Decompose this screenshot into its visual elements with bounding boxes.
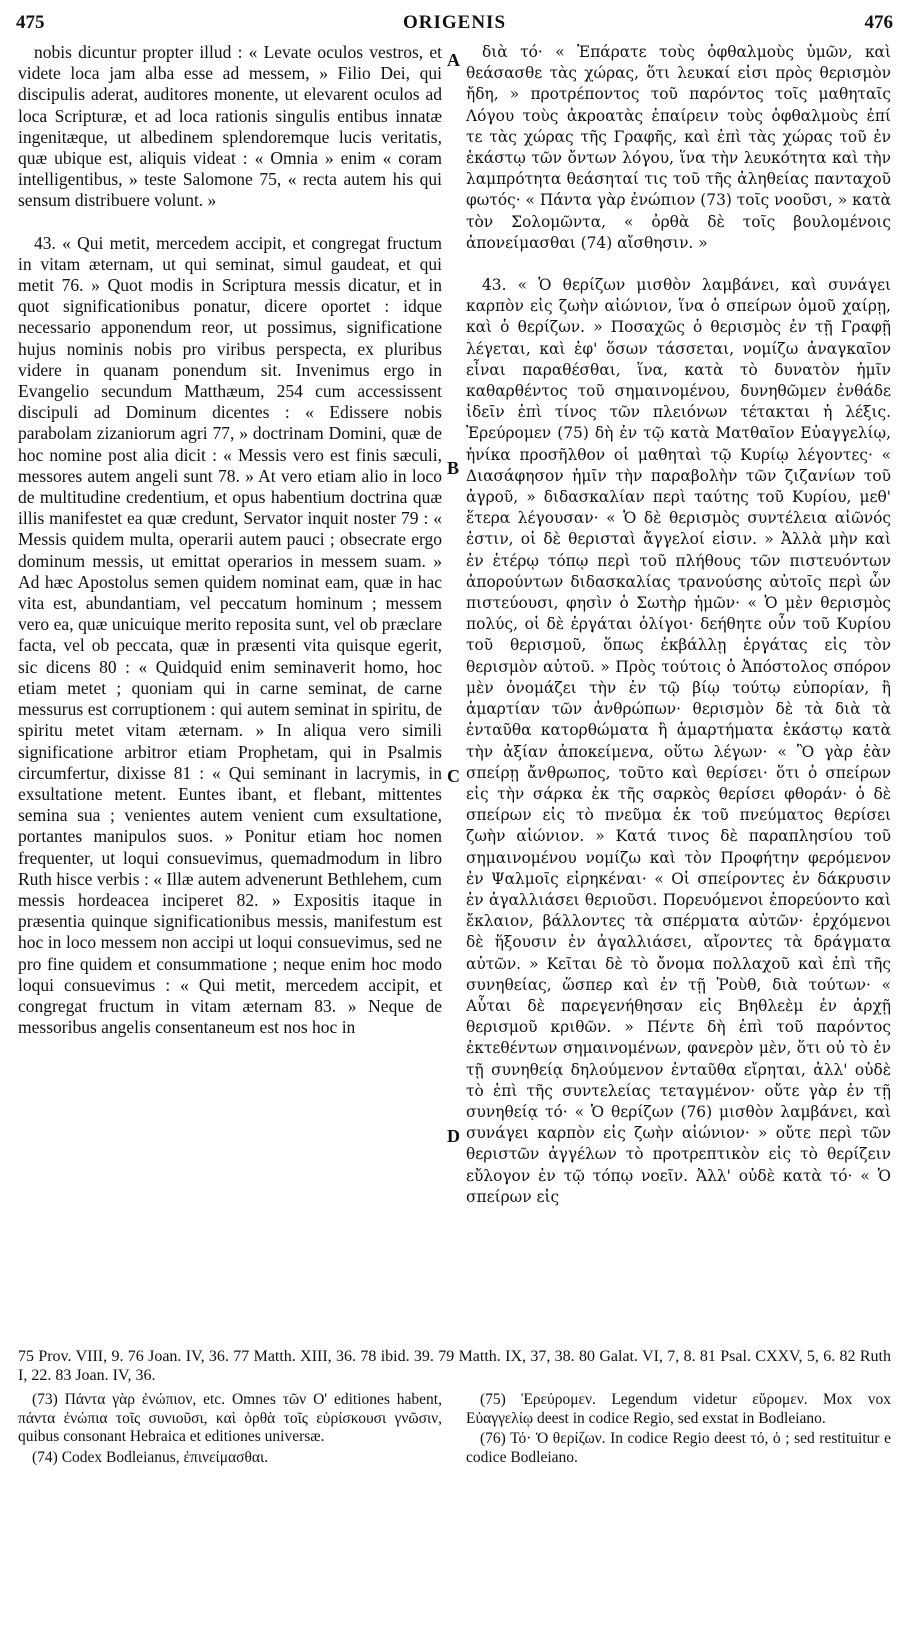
greek-paragraph-1: διὰ τό· « Ἐπάρατε τοὺς ὀφθαλμοὺς ὑμῶν, καὶ θεάσασθε τὰς χώρας, ὅτι λευκαί εἰσι πρὸς θερισμὸν ἤδη, » προτρέποντος τοῦ παρόντος τοῖς μαθηταῖς Λόγου τοὺς ἀκροατὰς ἐπαίρειν τοὺς ὀφθαλμοὺς ἐπί τε τὰς χώρας τῆς Γραφῆς, καὶ ἐπὶ τὰς χώρας τοῦ ἐν ἑκάστῳ τῶν ὄντων λόγου, ἵνα τὴν λευκότητα καὶ τὴν λαμπρότητα θεάσηταί τις τοῦ τῆς ἀληθείας πανταχοῦ φωτός· « Πάντα γὰρ ἐνώπιον (73) τοῖς νοοῦσι, » κατὰ τὸν Σολομῶντα, « ὀρθὰ δὲ τοῖς βουλομένοις ἀπονείμασθαι (74) αἴσθησιν. » [466, 43, 891, 252]
margin-mark-d: D [447, 1126, 460, 1146]
page-number-left: 475 [16, 12, 45, 33]
note-76: (76) Τό· Ὁ θερίζων. In codice Regio deest τό, ὁ ; sed restituitur e codice Bodleiano. [466, 1430, 891, 1466]
page-number-right: 476 [864, 12, 893, 33]
latin-paragraph-1: nobis dicuntur propter illud : « Levate oculos vestros, et videte loca jam alba esse ad messem, » Filio Dei, qui discipulis aderat, auditores monente, ut elevarent oculos ad loca Scripturæ, et ad loca rationis singulis entibus innatæ ingenitæque, ut albedinem splendoremque lucis veritatis, quæ ubique est, aliquis videat : « Omnia » enim « coram intelligentibus, » teste Salomone 75, « recta autem his qui sensum distribuere volunt. » [18, 42, 442, 211]
margin-mark-a: A [447, 50, 460, 70]
notes-right-column [466, 1391, 891, 1469]
footnotes [18, 1347, 891, 1511]
margin-mark-c: C [447, 766, 460, 786]
running-header [16, 6, 893, 36]
latin-paragraph-2: 43. « Qui metit, mercedem accipit, et congregat fructum in vitam æternam, ut qui seminat, simul gaudeat, et qui metit 76. » Quot modis in Scriptura messis dicatur, et in quot significationibus ponatur, dicere oportet : idque necessario apponendum reor, ut possimus, significatione hujus nominis nobis pro viribus perspecta, ex pluribus videre in quanam ponendum sit. Invenimus ergo in Evangelio secundum Matthæum, 254 cum accessissent discipuli ad Dominum dicentes : « Edissere nobis parabolam zizaniorum agri 77, » doctrinam Domini, quæ de hoc nomine post alia dicit : « Messis vero est finis sæculi, messores autem angeli sunt 78. » At vero etiam alio in loco de multitudine credentium, et opus habentium doctrina quæ illis manifestet ea quæ credunt, Servator inquit noster 79 : « Messis quidem multa, operarii autem pauci ; obsecrate ergo dominum messis, ut emittat operarios in messem suam. » Ad hæc Apostolus semen quidem nominat eam, quæ in hac vita est, abundantiam, vel peccatum hominum ; messem vero ea, quæ unicuique merito reposita sunt, vel ob præclare facta, vel ob peccata, quæ in præsenti vita quisque egerit, sic dicens 80 : « Quidquid enim seminaverit homo, hoc etiam metet ; quoniam qui in carne seminat, de carne messurus est corruptionem : qui autem seminat in spiritu, de spiritu metet vitam æternam. » In aliqua vero simili significatione arbitror etiam Prophetam, qui in Psalmis circumfertur, dixisse 81 : « Qui seminant in lacrymis, in exsultatione metent. Euntes ibant, et flebant, mittentes semina sua ; venientes autem venient cum exsultatione, portantes manipulos suos. » Ponitur etiam hoc nomen frequenter, ut loqui consuevimus, quemadmodum in libro Ruth hisce verbis : « Illæ autem advenerunt Bethlehem, cum messis hordeacea inciperet 82. » Expositis itaque in præsentia quinque significationibus messis, manifestum est hoc in loco messem non accipi ut loqui consuevimus, sed ne pro fine quidem et consummatione ; neque enim hoc modo loqui consuevimus : « Qui metit, mercedem accipit, et congregat fructum in vitam æternam 83. » Neque de messoribus angelis consentaneum est nos hoc in [18, 232, 442, 1038]
running-title: ORIGENIS [402, 12, 507, 33]
notes-left-column [18, 1391, 442, 1469]
scripture-references: 75 Prov. VIII, 9. 76 Joan. IV, 36. 77 Matth. XIII, 36. 78 ibid. 39. 79 Matth. IX, 37, 38. 80 Galat. VI, 7, 8. 81 Psal. CXXV, 5, 6. 82 Ruth I, 22. 83 Joan. IV, 36. [18, 1348, 891, 1384]
critical-notes [18, 1391, 891, 1511]
note-73: (73) Πάντα γὰρ ἐνώπιον, etc. Omnes τῶν Ο' editiones habent, πάντα ἐνώπια τοῖς συνιοῦσι, καὶ ὀρθὰ τοῖς εὑρίσκουσι γνῶσιν, quibus consonant Hebraica et editiones universæ. [18, 1391, 442, 1445]
margin-mark-b: B [447, 458, 460, 478]
note-75: (75) Ἐρεύρομεν. Legendum videtur εὕρομεν. Mox vox Εὐαγγελίῳ deest in codice Regio, sed exstat in Bodleiano. [466, 1391, 891, 1427]
note-74: (74) Codex Bodleianus, ἐπινείμασθαι. [32, 1448, 269, 1466]
greek-paragraph-2: 43. « Ὁ θερίζων μισθὸν λαμβάνει, καὶ συνάγει καρπὸν εἰς ζωὴν αἰώνιον, ἵνα ὁ σπείρων ὁμοῦ χαίρῃ, καὶ ὁ θερίζων. » Ποσαχῶς ὁ θερισμὸς ἐν τῇ Γραφῇ λέγεται, καὶ ἐφ' ὅσων τάσσεται, νομίζω ἀναγκαῖον εἶναι παραθέσθαι, ἵνα, κατὰ τὸ δυνατὸν ἡμῖν καθαρθέντος τοῦ σημαινομένου, δυνηθῶμεν ἐνθάδε ἰδεῖν ἐπὶ τίνος τῶν πλειόνων τέτακται ἡ λέξις. Ἐρεύρομεν (75) δὴ ἐν τῷ κατὰ Ματθαῖον Εὐαγγελίῳ, ἡνίκα προσῆλθον οἱ μαθηταὶ τῷ Κυρίῳ λέγοντες· « Διασάφησον ἡμῖν τὴν παραβολὴν τῶν ζιζανίων τοῦ ἀγροῦ, » διδασκαλίαν περὶ ταύτης τοῦ Κυρίου, μεθ' ἕτερα λέγουσαν· « Ὁ δὲ θερισμὸς συντέλεια αἰῶνός ἐστιν, οἱ δὲ θερισταὶ ἄγγελοί εἰσιν. » Ἀλλὰ μὴν καὶ ἐν ἑτέρῳ τόπῳ περὶ τοῦ πλήθους τῶν πιστευόντων ἀπορούντων διδασκαλίας τρανούσης αὐτοῖς περὶ ὧν πιστεύουσι, φησὶν ὁ Σωτὴρ ἡμῶν· « Ὁ μὲν θερισμὸς πολύς, οἱ δὲ ἐργάται ὀλίγοι· δεήθητε οὖν τοῦ Κυρίου τοῦ θερισμοῦ, ὅπως ἐκβάλλῃ ἐργάτας εἰς τὸν θερισμὸν αὐτοῦ. » Πρὸς τούτοις ὁ Ἀπόστολος σπόρον μὲν ὀνομάζει τὴν ἐν τῷ βίῳ τούτῳ εὐπορίαν, ἢ ἁμαρτίαν τῶν ἀνθρώπων· θερισμὸν δὲ τὰ διὰ τὰ ἐνταῦθα κατορθώματα ἢ ἁμαρτήματα ἑκάστῳ κατὰ τὴν ἀξίαν ἀποκείμενα, οὕτω λέγων· « Ὃ γὰρ ἐὰν σπείρῃ ἄνθρωπος, τοῦτο καὶ θερίσει· ὅτι ὁ σπείρων εἰς τὴν σάρκα ἐκ τῆς σαρκὸς θερίσει φθοράν· ὁ δὲ σπείρων εἰς τὸ πνεῦμα ἐκ τοῦ πνεύματος θερίσει ζωὴν αἰώνιον. » Κατά τινος δὲ παραπλησίου τοῦ σημαινομένου νομίζω καὶ τὸν Προφήτην φερόμενον ἐν Ψαλμοῖς εἰρηκέναι· « Οἱ σπείροντες ἐν δάκρυσιν ἐν ἀγαλλιάσει θεριοῦσι. Πορευόμενοι ἐπορεύοντο καὶ ἔκλαιον, βάλλοντες τὰ σπέρματα αὐτῶν· ἐρχόμενοι δὲ ἥξουσιν ἐν ἀγαλλιάσει, αἴροντες τὰ δράγματα αὐτῶν. » Κεῖται δὲ τὸ ὄνομα πολλαχοῦ καὶ ἐπὶ τῆς συνηθείας, ὥσπερ καὶ ἐν τῇ Ῥοὺθ, διὰ τούτων· « Αὗται δὲ παρεγενήθησαν εἰς Βηθλεὲμ ἐν ἀρχῇ θερισμοῦ κριθῶν. » Πέντε δὴ ἐπὶ τοῦ παρόντος ἐκτεθέντων σημαινομένων, φανερὸν μὲν, ὅτι οὐ τὸ ἐν τῇ συνηθείᾳ δηλούμενον ἐνταῦθα εἴρηται, ἀλλ' οὐδὲ τὸ ἐπὶ τῆς συντελείας τεταγμένον· οὔτε γὰρ ἐν τῇ συνηθείᾳ τό· « Ὁ θερίζων (76) μισθὸν λαμβάνει, καὶ συνάγει καρπὸν εἰς ζωὴν αἰώνιον· » οὔτε περὶ τῶν θεριστῶν ἀγγέλων τὸ προτρεπτικὸν εἰς τὸ θερίζειν εὔλογον ἐν τῷ τόπῳ νοεῖν. Ἀλλ' οὐδὲ κατὰ τό· « Ὁ σπείρων εἰς [466, 276, 891, 1206]
